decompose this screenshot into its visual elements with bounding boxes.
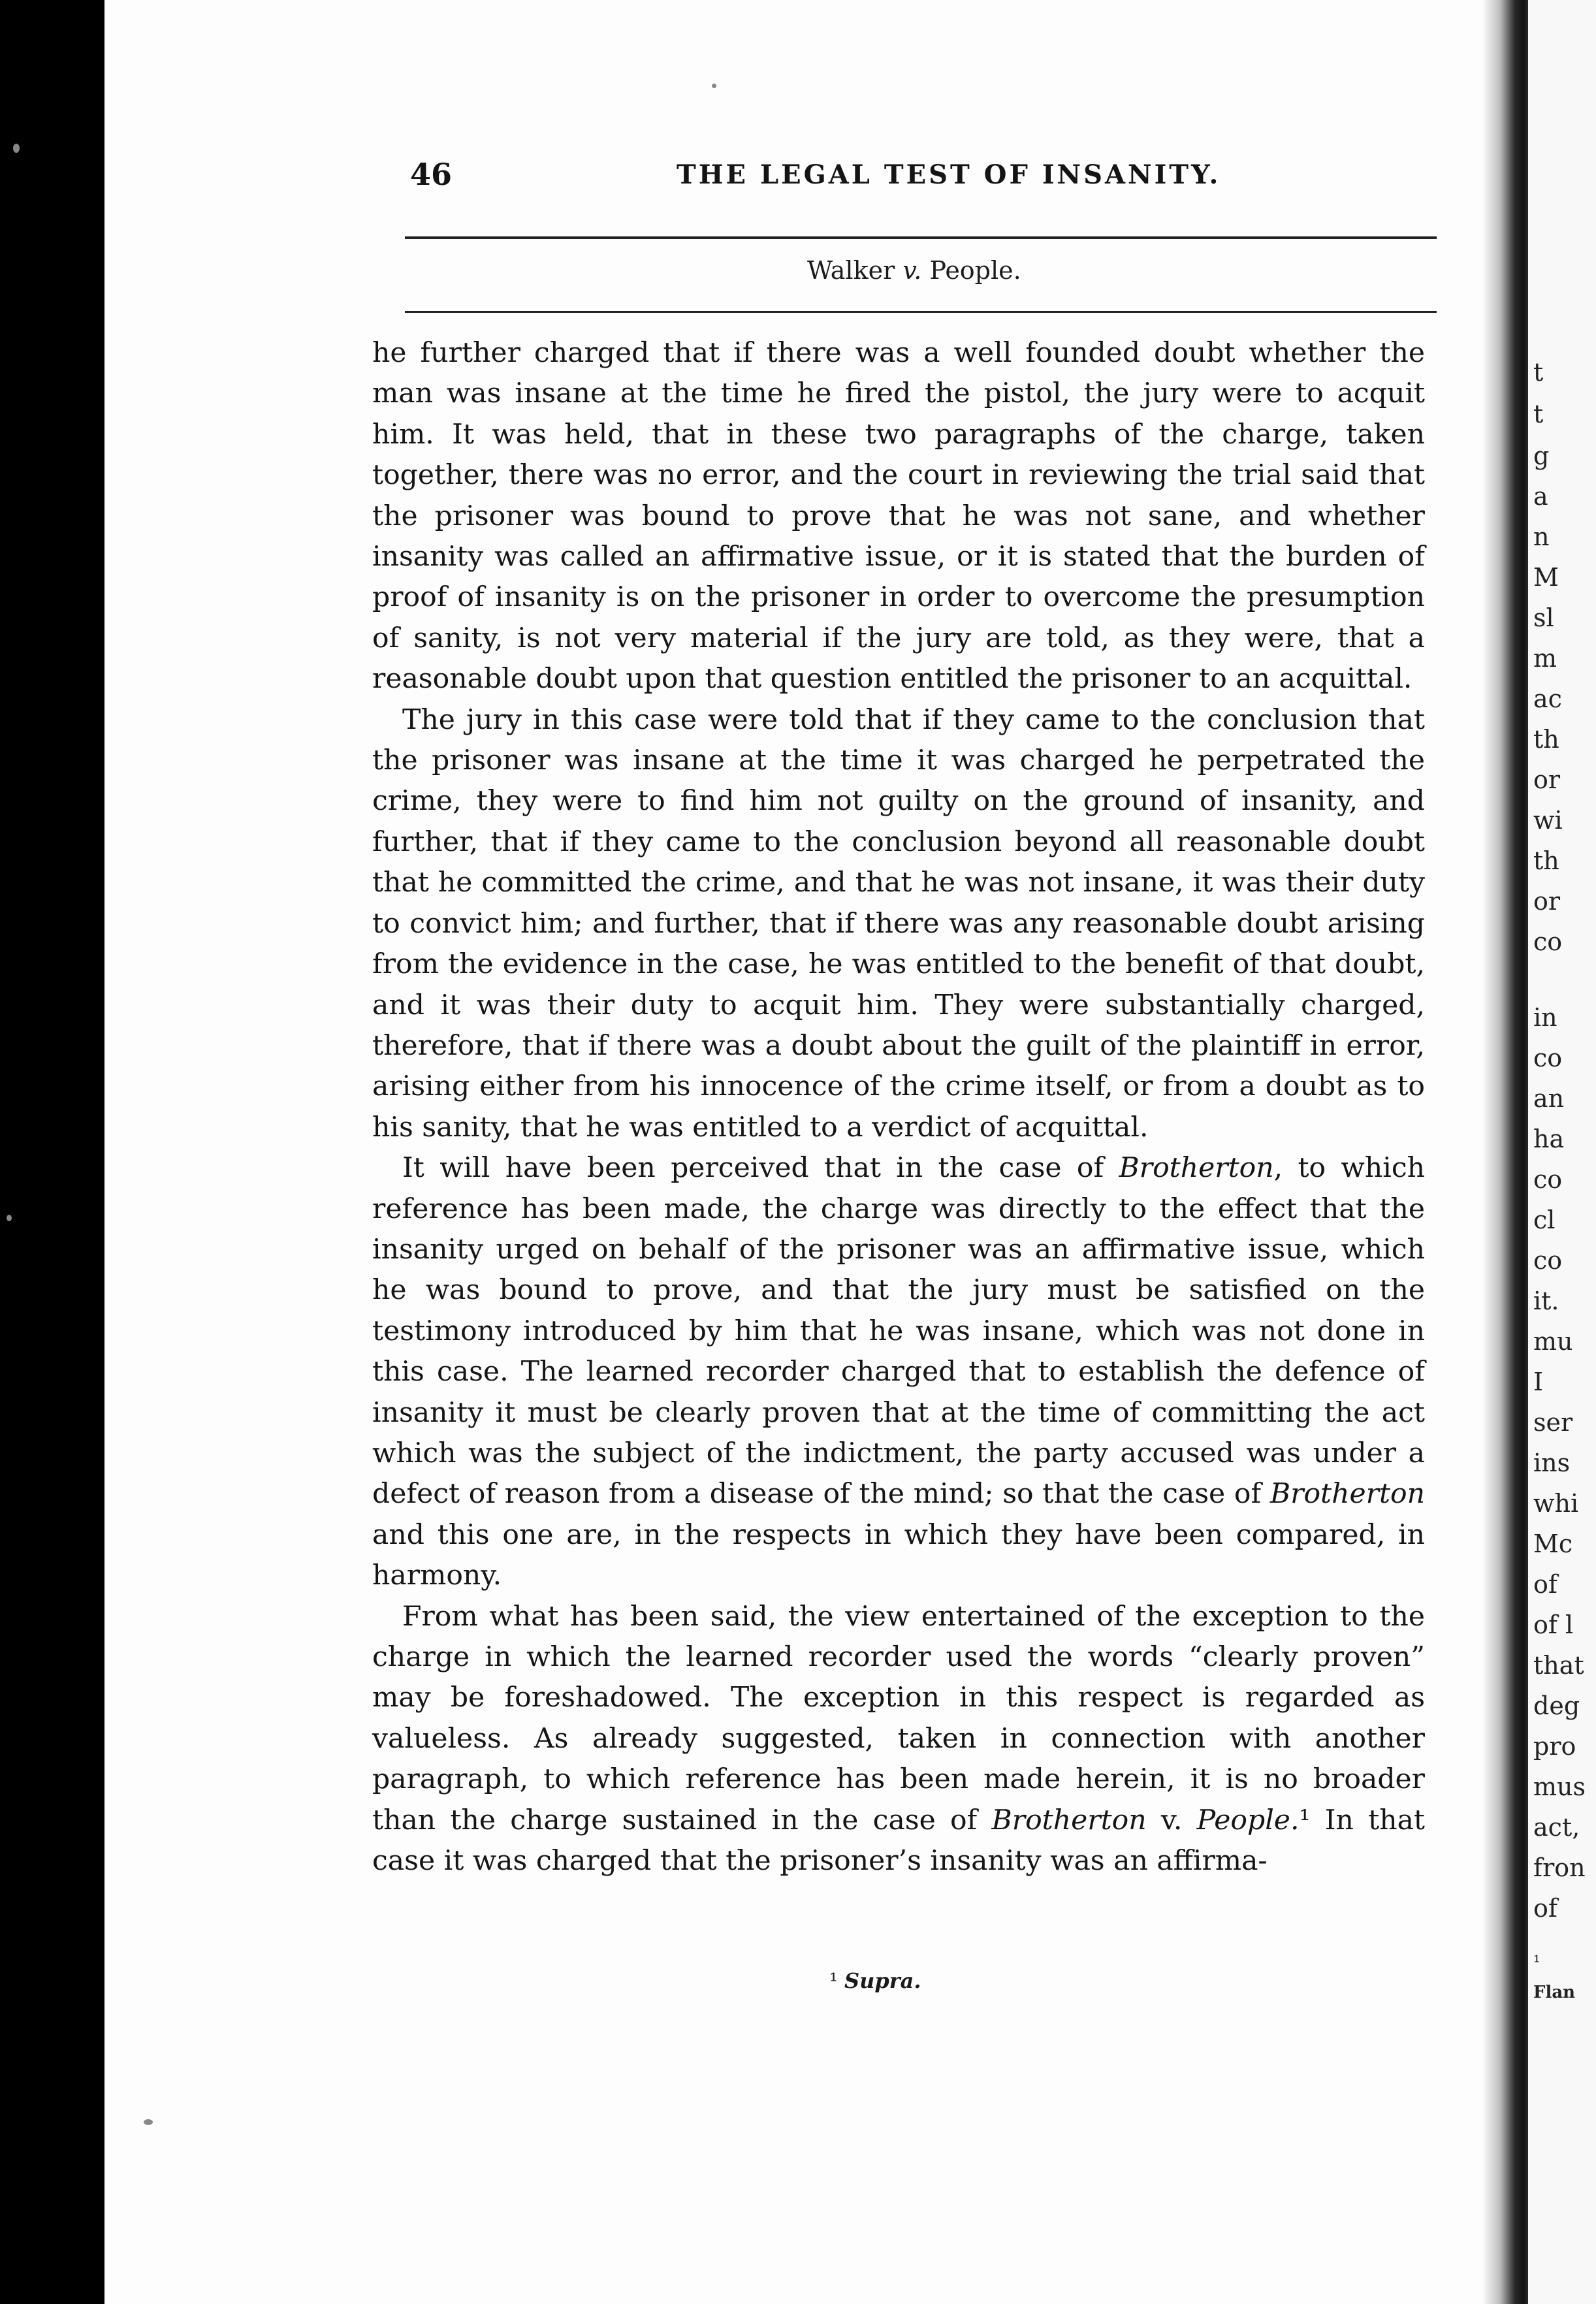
scan-speck <box>144 2119 153 2125</box>
right-edge-fragment: Flan <box>1533 1983 1576 2002</box>
right-edge-fragment: fron <box>1533 1853 1586 1882</box>
right-edge-fragment: th <box>1533 725 1559 754</box>
right-edge-fragment: ins <box>1533 1448 1571 1477</box>
footnote-marker: ¹ <box>829 1968 838 1993</box>
right-edge-fragment: co <box>1533 1165 1563 1194</box>
paragraph-2-text: The jury in this case were told that if they came to the conclusion that the prisoner was insane at the time it was charged he perpetrated the crime, they were to find him not guilty on the ground of insanity, and further, that if they came to the conclusion beyond all reasonable doubt that he committed the crime, and that he was not insane, it was their duty to convict him; and further, that if there was any reasonable doubt arising from the evidence in the case, he was entitled to the benefit of that doubt, and it was their duty to acquit him. They were substantially charged, therefore, that if there was a doubt about the guilt of the plaintiff in error, arising either from his innocence of the crime itself, or from a doubt as to his sanity, that he was entitled to a verdict of acquittal. <box>372 703 1425 1144</box>
right-edge-fragment: ha <box>1533 1125 1565 1153</box>
right-edge-fragment: or <box>1533 765 1561 794</box>
footnote <box>829 1968 921 1993</box>
right-edge-fragment: t <box>1533 358 1544 387</box>
paragraph-1 <box>372 333 1425 700</box>
running-head <box>410 157 1429 196</box>
body-text <box>372 333 1425 1881</box>
paragraph-2 <box>372 700 1425 1148</box>
footnote-text: Supra. <box>844 1968 921 1993</box>
right-edge-fragment: of <box>1533 1894 1557 1923</box>
header-rule-bottom <box>405 311 1437 313</box>
right-edge-fragment: that <box>1533 1651 1584 1680</box>
right-edge-fragment: Mc <box>1533 1529 1573 1558</box>
paragraph-3-text-b: , to which reference has been made, the charge was directly to the effect that the insanity urged on behalf of the prisoner was an affirmative issue, which he was bound to prove, and that the jury must be satisfied on the testimony introduced by him that he was insane, which was not done in this case. The learned recorder charged that to establish the defence of insanity it must be clearly proven that at the time of committing the act which was the subject of the indictment, the party accused was under a defect of reason from a disease of the mind; so that the case of <box>372 1152 1425 1511</box>
case-name-italic: Brotherton <box>1119 1152 1274 1185</box>
running-title: THE LEGAL TEST OF INSANITY. <box>677 159 1221 190</box>
paragraph-3-text-c: and this one are, in the respects in which they have been compared, in harmony. <box>372 1518 1425 1592</box>
right-edge-fragment: sl <box>1533 603 1554 632</box>
right-edge-fragment: M <box>1533 563 1559 592</box>
right-edge-fragment: n <box>1533 522 1550 551</box>
right-edge-fragment: in <box>1533 1003 1557 1032</box>
right-page-edge <box>1528 0 1596 2304</box>
right-edge-fragment: mus <box>1533 1772 1586 1801</box>
right-edge-fragment: ac <box>1533 684 1562 713</box>
right-edge-fragment: pro <box>1533 1732 1576 1761</box>
right-edge-fragment: g <box>1533 441 1550 470</box>
right-edge-fragment: t <box>1533 400 1544 428</box>
right-edge-fragment: of <box>1533 1570 1557 1599</box>
paragraph-3 <box>372 1148 1425 1596</box>
case-caption-party-a: Walker <box>807 256 903 285</box>
right-edge-fragment: th <box>1533 846 1559 875</box>
paragraph-3-text-a: It will have been perceived that in the case of <box>402 1152 1119 1185</box>
right-edge-fragment: deg <box>1533 1691 1580 1720</box>
scan-speck <box>13 144 20 153</box>
right-edge-fragment: act, <box>1533 1813 1580 1842</box>
page-number: 46 <box>410 157 453 192</box>
paragraph-4-text-a: From what has been said, the view entertained of the exception to the charge in which the learned recorder used the words “clearly proven” may be foreshadowed. The exception in this respect is regarded as valueless. As already suggested, taken in connection with another paragraph, to which reference has been made herein, it is no broader than the charge sustained in the case of <box>372 1600 1425 1836</box>
right-edge-fragment: wi <box>1533 806 1563 835</box>
case-caption-party-b: People. <box>921 256 1021 285</box>
right-edge-fragment: co <box>1533 1044 1563 1072</box>
right-edge-fragment: cl <box>1533 1206 1556 1234</box>
right-edge-fragment: I <box>1533 1368 1544 1396</box>
header-rule-top <box>405 236 1437 239</box>
paragraph-4 <box>372 1597 1425 1882</box>
case-name-italic: Brotherton <box>1269 1478 1425 1511</box>
paragraph-4-text-b: v. <box>1146 1804 1197 1836</box>
case-name-italic: People. <box>1196 1804 1300 1836</box>
paragraph-4-text-c: ¹ In that case it was charged that the prisoner’s insanity was an affirma- <box>372 1804 1425 1878</box>
case-caption <box>807 256 1021 285</box>
right-edge-fragment: co <box>1533 927 1563 956</box>
case-name-italic: Brotherton <box>991 1804 1147 1836</box>
right-edge-fragment: m <box>1533 644 1557 673</box>
case-caption-versus: v. <box>902 256 922 285</box>
right-edge-fragment: of l <box>1533 1610 1574 1639</box>
right-edge-fragment: ser <box>1533 1408 1573 1437</box>
right-edge-fragment: it. <box>1533 1287 1559 1315</box>
right-edge-fragment: or <box>1533 887 1561 916</box>
right-edge-fragment: an <box>1533 1084 1565 1113</box>
paragraph-1-text: he further charged that if there was a well founded doubt whether the man was insane at the time he fired the pistol, the jury were to acquit him. It was held, that in these two paragraphs of the charge, taken together, there was no error, and the court in reviewing the trial said that the prisoner was bound to prove that he was not sane, and whether insanity was called an affirmative issue, or it is stated that the burden of proof of insanity is on the prisoner in order to overcome the presumption of sanity, is not very material if the jury are told, as they were, that a reasonable doubt upon that question entitled the prisoner to an acquittal. <box>372 337 1425 696</box>
right-edge-fragment: whi <box>1533 1489 1579 1518</box>
right-edge-fragment: mu <box>1533 1327 1573 1356</box>
right-edge-fragment: ¹ <box>1533 1953 1540 1972</box>
scan-speck <box>7 1215 12 1221</box>
right-edge-fragment: co <box>1533 1246 1563 1275</box>
scan-speck <box>712 84 716 88</box>
right-edge-fragment: a <box>1533 482 1548 511</box>
